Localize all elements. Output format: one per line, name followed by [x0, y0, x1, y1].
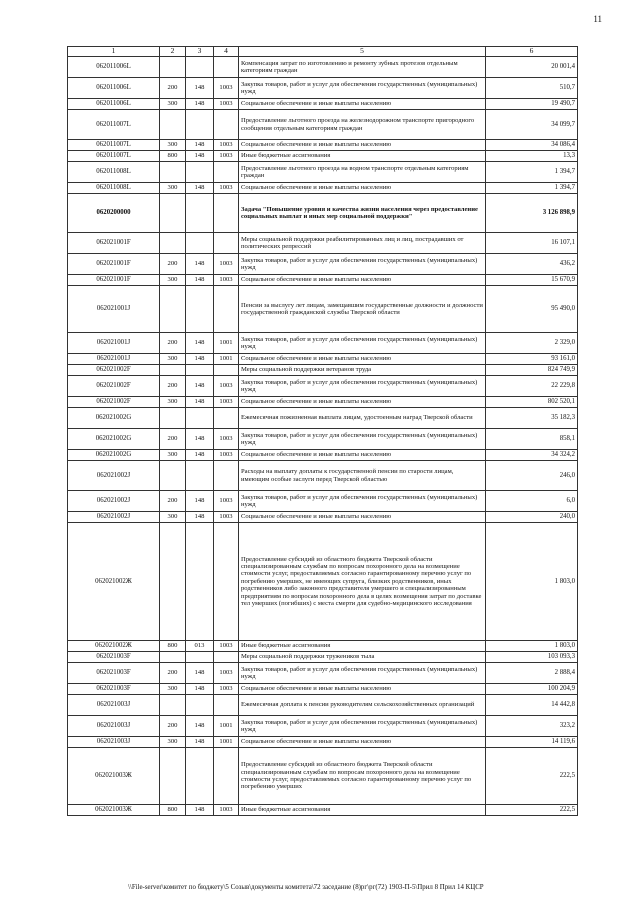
table-row: [68, 523, 578, 641]
row-admin-code: 148: [186, 684, 214, 695]
row-description: Предоставление льготного проезда на железнодорожном транспорте пригородного сообщения отдельным категориям граждан: [239, 110, 486, 140]
row-expense-type: [160, 652, 186, 663]
row-section-code: 1003: [214, 641, 239, 652]
row-section-code: 1001: [214, 716, 239, 737]
table-row: [68, 641, 578, 652]
row-code: 062011008L: [68, 162, 160, 183]
table-row: [68, 716, 578, 737]
table-row: [68, 737, 578, 748]
column-header: 1: [68, 47, 160, 57]
row-amount: 13,3: [486, 151, 578, 162]
row-admin-code: [186, 286, 214, 333]
row-code: 062021003J: [68, 695, 160, 716]
row-amount: 436,2: [486, 254, 578, 275]
row-code: 062011007L: [68, 151, 160, 162]
row-amount: 222,5: [486, 748, 578, 805]
row-admin-code: 148: [186, 275, 214, 286]
row-section-code: 1003: [214, 805, 239, 816]
row-code: 062021002J: [68, 491, 160, 512]
table-row: [68, 354, 578, 365]
row-expense-type: 200: [160, 429, 186, 450]
row-description: Задача "Повышение уровня и качества жизни населения через предоставление социальных выплат и иных мер социальной поддержки": [239, 194, 486, 233]
row-description: Иные бюджетные ассигнования: [239, 805, 486, 816]
table-body: [68, 57, 578, 816]
row-amount: 34 324,2: [486, 450, 578, 461]
table-row: [68, 684, 578, 695]
row-section-code: 1003: [214, 254, 239, 275]
row-section-code: 1001: [214, 333, 239, 354]
row-admin-code: [186, 162, 214, 183]
row-expense-type: 200: [160, 663, 186, 684]
row-expense-type: 300: [160, 183, 186, 194]
row-section-code: 1003: [214, 450, 239, 461]
row-amount: 95 490,0: [486, 286, 578, 333]
table-row: [68, 333, 578, 354]
table-row: [68, 78, 578, 99]
row-section-code: 1003: [214, 512, 239, 523]
row-amount: 16 107,1: [486, 233, 578, 254]
row-expense-type: 200: [160, 78, 186, 99]
row-code: 062011006L: [68, 99, 160, 110]
row-section-code: 1003: [214, 429, 239, 450]
row-amount: 20 001,4: [486, 57, 578, 78]
row-description: Закупка товаров, работ и услуг для обеспечения государственных (муниципальных) нужд: [239, 78, 486, 99]
row-expense-type: [160, 194, 186, 233]
row-amount: 19 490,7: [486, 99, 578, 110]
table-row: [68, 365, 578, 376]
row-admin-code: [186, 408, 214, 429]
row-admin-code: [186, 523, 214, 641]
row-amount: 2 888,4: [486, 663, 578, 684]
table-row: [68, 748, 578, 805]
row-section-code: 1003: [214, 140, 239, 151]
row-admin-code: 148: [186, 376, 214, 397]
table-row: [68, 429, 578, 450]
row-amount: 246,0: [486, 461, 578, 491]
table-row: [68, 652, 578, 663]
table-row: [68, 805, 578, 816]
table-row: [68, 461, 578, 491]
row-amount: 858,1: [486, 429, 578, 450]
row-amount: 222,5: [486, 805, 578, 816]
table-row: [68, 408, 578, 429]
table-header-row: [68, 47, 578, 57]
row-code: 062021003J: [68, 737, 160, 748]
table-row: [68, 151, 578, 162]
row-description: Социальное обеспечение и иные выплаты населению: [239, 354, 486, 365]
row-code: 062021002G: [68, 429, 160, 450]
row-section-code: [214, 652, 239, 663]
row-section-code: 1003: [214, 99, 239, 110]
row-code: 062011007L: [68, 140, 160, 151]
row-admin-code: [186, 652, 214, 663]
row-section-code: 1001: [214, 354, 239, 365]
row-admin-code: 148: [186, 429, 214, 450]
row-amount: 1 803,0: [486, 641, 578, 652]
table-row: [68, 57, 578, 78]
row-code: 062011006L: [68, 57, 160, 78]
row-admin-code: 148: [186, 512, 214, 523]
table-row: [68, 275, 578, 286]
row-admin-code: 148: [186, 254, 214, 275]
row-description: Меры социальной поддержки ветеранов труда: [239, 365, 486, 376]
row-section-code: [214, 408, 239, 429]
row-amount: 15 670,9: [486, 275, 578, 286]
row-expense-type: [160, 461, 186, 491]
budget-table: [67, 46, 578, 816]
row-section-code: [214, 233, 239, 254]
row-expense-type: 800: [160, 805, 186, 816]
column-header: 2: [160, 47, 186, 57]
row-expense-type: [160, 233, 186, 254]
row-expense-type: [160, 162, 186, 183]
column-header: 4: [214, 47, 239, 57]
row-description: Ежемесячная доплата к пенсии руководителям сельскохозяйственных организаций: [239, 695, 486, 716]
table-row: [68, 254, 578, 275]
row-expense-type: 300: [160, 275, 186, 286]
row-section-code: [214, 748, 239, 805]
row-expense-type: 200: [160, 376, 186, 397]
row-description: Закупка товаров, работ и услуг для обеспечения государственных (муниципальных) нужд: [239, 376, 486, 397]
row-expense-type: [160, 523, 186, 641]
row-expense-type: 300: [160, 512, 186, 523]
row-description: Иные бюджетные ассигнования: [239, 151, 486, 162]
row-admin-code: 148: [186, 716, 214, 737]
row-admin-code: [186, 57, 214, 78]
table-row: [68, 286, 578, 333]
row-expense-type: 800: [160, 641, 186, 652]
row-amount: 3 126 898,9: [486, 194, 578, 233]
row-code: 062021002G: [68, 408, 160, 429]
row-admin-code: 148: [186, 805, 214, 816]
row-amount: 103 093,3: [486, 652, 578, 663]
table-row: [68, 194, 578, 233]
row-section-code: 1003: [214, 376, 239, 397]
row-code: 062021002F: [68, 365, 160, 376]
row-description: Предоставление субсидий из областного бюджета Тверской области специализированным службам по вопросам похоронного дела на возмещение стоимости услуг, предоставляемых согласно гарантированному перечню услуг по погребению умерших, не имеющих супруга, близких родственников, иных родственников либо законного представителя умершего и специализированным предприятиям по вопросам похоронного дела в целях возмещения затрат по доставке тел умерших (погибших) с места смерти для судебно-медицинского исследования: [239, 523, 486, 641]
row-section-code: 1003: [214, 663, 239, 684]
row-description: Закупка товаров, работ и услуг для обеспечения государственных (муниципальных) нужд: [239, 429, 486, 450]
row-code: 062011006L: [68, 78, 160, 99]
row-section-code: 1003: [214, 183, 239, 194]
row-code: 062021003F: [68, 652, 160, 663]
row-amount: 93 161,0: [486, 354, 578, 365]
row-expense-type: 300: [160, 354, 186, 365]
row-admin-code: 148: [186, 397, 214, 408]
row-section-code: [214, 110, 239, 140]
row-expense-type: 300: [160, 450, 186, 461]
row-expense-type: 300: [160, 99, 186, 110]
row-section-code: [214, 523, 239, 641]
row-code: 062021003Ж: [68, 748, 160, 805]
row-amount: 323,2: [486, 716, 578, 737]
row-code: 062021002Ж: [68, 523, 160, 641]
row-description: Социальное обеспечение и иные выплаты населению: [239, 684, 486, 695]
row-amount: 510,7: [486, 78, 578, 99]
row-section-code: 1003: [214, 151, 239, 162]
row-section-code: 1003: [214, 78, 239, 99]
row-admin-code: 148: [186, 140, 214, 151]
table-row: [68, 233, 578, 254]
row-description: Социальное обеспечение и иные выплаты населению: [239, 512, 486, 523]
row-expense-type: [160, 695, 186, 716]
table-row: [68, 512, 578, 523]
row-code: 062021001F: [68, 233, 160, 254]
row-code: 062021001J: [68, 354, 160, 365]
row-code: 062021002F: [68, 397, 160, 408]
row-description: Социальное обеспечение и иные выплаты населению: [239, 737, 486, 748]
row-expense-type: 300: [160, 737, 186, 748]
row-code: 062021003F: [68, 684, 160, 695]
row-admin-code: 148: [186, 333, 214, 354]
row-expense-type: [160, 748, 186, 805]
row-expense-type: [160, 57, 186, 78]
row-expense-type: 200: [160, 716, 186, 737]
row-amount: 1 803,0: [486, 523, 578, 641]
row-admin-code: 148: [186, 151, 214, 162]
row-expense-type: 300: [160, 397, 186, 408]
row-section-code: [214, 286, 239, 333]
row-description: Социальное обеспечение и иные выплаты населению: [239, 397, 486, 408]
row-section-code: 1003: [214, 275, 239, 286]
table-row: [68, 183, 578, 194]
row-amount: 824 749,9: [486, 365, 578, 376]
row-code: 062021002Ж: [68, 641, 160, 652]
row-amount: 100 204,9: [486, 684, 578, 695]
row-code: 062021001J: [68, 333, 160, 354]
row-description: Меры социальной поддержки реабилитированных лиц и лиц, пострадавших от политических репрессий: [239, 233, 486, 254]
row-admin-code: 148: [186, 491, 214, 512]
table-row: [68, 450, 578, 461]
row-admin-code: 148: [186, 663, 214, 684]
row-expense-type: [160, 365, 186, 376]
row-description: Компенсация затрат по изготовлению и ремонту зубных протезов отдельным категориям граждан: [239, 57, 486, 78]
row-expense-type: [160, 408, 186, 429]
page-number: 11: [593, 14, 602, 24]
column-header: 6: [486, 47, 578, 57]
row-admin-code: [186, 194, 214, 233]
table-row: [68, 110, 578, 140]
table-row: [68, 99, 578, 110]
row-description: Закупка товаров, работ и услуг для обеспечения государственных (муниципальных) нужд: [239, 491, 486, 512]
row-expense-type: 200: [160, 254, 186, 275]
row-description: Социальное обеспечение и иные выплаты населению: [239, 450, 486, 461]
row-code: 062021003Ж: [68, 805, 160, 816]
row-admin-code: 148: [186, 99, 214, 110]
row-code: 062021002J: [68, 461, 160, 491]
row-description: Иные бюджетные ассигнования: [239, 641, 486, 652]
row-expense-type: 800: [160, 151, 186, 162]
row-description: Закупка товаров, работ и услуг для обеспечения государственных (муниципальных) нужд: [239, 333, 486, 354]
table-row: [68, 140, 578, 151]
column-header: 3: [186, 47, 214, 57]
column-header: 5: [239, 47, 486, 57]
row-description: Пенсии за выслугу лет лицам, замещавшим государственные должности и должности государственной гражданской службы Тверской области: [239, 286, 486, 333]
row-admin-code: 148: [186, 737, 214, 748]
row-amount: 35 182,3: [486, 408, 578, 429]
row-expense-type: [160, 286, 186, 333]
row-section-code: [214, 194, 239, 233]
row-section-code: 1001: [214, 737, 239, 748]
table-row: [68, 663, 578, 684]
row-section-code: [214, 365, 239, 376]
row-code: 062021002J: [68, 512, 160, 523]
row-amount: 1 394,7: [486, 162, 578, 183]
file-path-footer: \\File-server\комитет по бюджету\5 Созыв\документы комитета\72 заседание (8)рг\рг(72) 1903-П-5\Прил 8 Прил 14 КЦСР: [128, 884, 484, 891]
row-description: Расходы на выплату доплаты к государственной пенсии по старости лицам, имеющим особые заслуги перед Тверской областью: [239, 461, 486, 491]
row-expense-type: [160, 110, 186, 140]
row-admin-code: [186, 461, 214, 491]
row-description: Закупка товаров, работ и услуг для обеспечения государственных (муниципальных) нужд: [239, 663, 486, 684]
row-section-code: 1003: [214, 684, 239, 695]
row-admin-code: 013: [186, 641, 214, 652]
row-code: 062021001F: [68, 254, 160, 275]
row-description: Социальное обеспечение и иные выплаты населению: [239, 99, 486, 110]
row-code: 062011008L: [68, 183, 160, 194]
row-code: 0620200000: [68, 194, 160, 233]
row-expense-type: 200: [160, 333, 186, 354]
row-section-code: 1003: [214, 397, 239, 408]
row-expense-type: 200: [160, 491, 186, 512]
row-expense-type: 300: [160, 140, 186, 151]
row-code: 062021001F: [68, 275, 160, 286]
row-amount: 240,0: [486, 512, 578, 523]
row-description: Социальное обеспечение и иные выплаты населению: [239, 183, 486, 194]
table-row: [68, 491, 578, 512]
row-amount: 802 520,1: [486, 397, 578, 408]
row-code: 062021002G: [68, 450, 160, 461]
row-description: Меры социальной поддержки тружеников тыла: [239, 652, 486, 663]
row-code: 062011007L: [68, 110, 160, 140]
row-admin-code: [186, 748, 214, 805]
row-section-code: [214, 162, 239, 183]
row-section-code: [214, 695, 239, 716]
table-row: [68, 376, 578, 397]
row-code: 062021003F: [68, 663, 160, 684]
row-description: Закупка товаров, работ и услуг для обеспечения государственных (муниципальных) нужд: [239, 716, 486, 737]
table-row: [68, 162, 578, 183]
row-amount: 22 229,8: [486, 376, 578, 397]
row-admin-code: [186, 110, 214, 140]
row-amount: 34 086,4: [486, 140, 578, 151]
row-section-code: [214, 461, 239, 491]
row-description: Предоставление субсидий из областного бюджета Тверской области специализированным службам по вопросам похоронного дела на возмещение стоимости услуг, предоставляемых согласно гарантированному перечню услуг по погребению умерших: [239, 748, 486, 805]
row-admin-code: 148: [186, 78, 214, 99]
row-admin-code: 148: [186, 183, 214, 194]
row-code: 062021001J: [68, 286, 160, 333]
row-amount: 14 119,6: [486, 737, 578, 748]
row-description: Закупка товаров, работ и услуг для обеспечения государственных (муниципальных) нужд: [239, 254, 486, 275]
row-description: Социальное обеспечение и иные выплаты населению: [239, 140, 486, 151]
row-admin-code: 148: [186, 354, 214, 365]
row-admin-code: 148: [186, 450, 214, 461]
row-description: Ежемесячная пожизненная выплата лицам, удостоенным наград Тверской области: [239, 408, 486, 429]
row-admin-code: [186, 695, 214, 716]
row-expense-type: 300: [160, 684, 186, 695]
row-amount: 6,0: [486, 491, 578, 512]
row-amount: 2 329,0: [486, 333, 578, 354]
row-amount: 34 099,7: [486, 110, 578, 140]
row-description: Социальное обеспечение и иные выплаты населению: [239, 275, 486, 286]
table-row: [68, 397, 578, 408]
row-amount: 14 442,8: [486, 695, 578, 716]
row-section-code: 1003: [214, 491, 239, 512]
row-code: 062021003J: [68, 716, 160, 737]
row-code: 062021002F: [68, 376, 160, 397]
row-admin-code: [186, 233, 214, 254]
table-row: [68, 695, 578, 716]
row-description: Предоставление льготного проезда на водном транспорте отдельным категориям граждан: [239, 162, 486, 183]
row-section-code: [214, 57, 239, 78]
row-amount: 1 394,7: [486, 183, 578, 194]
row-admin-code: [186, 365, 214, 376]
